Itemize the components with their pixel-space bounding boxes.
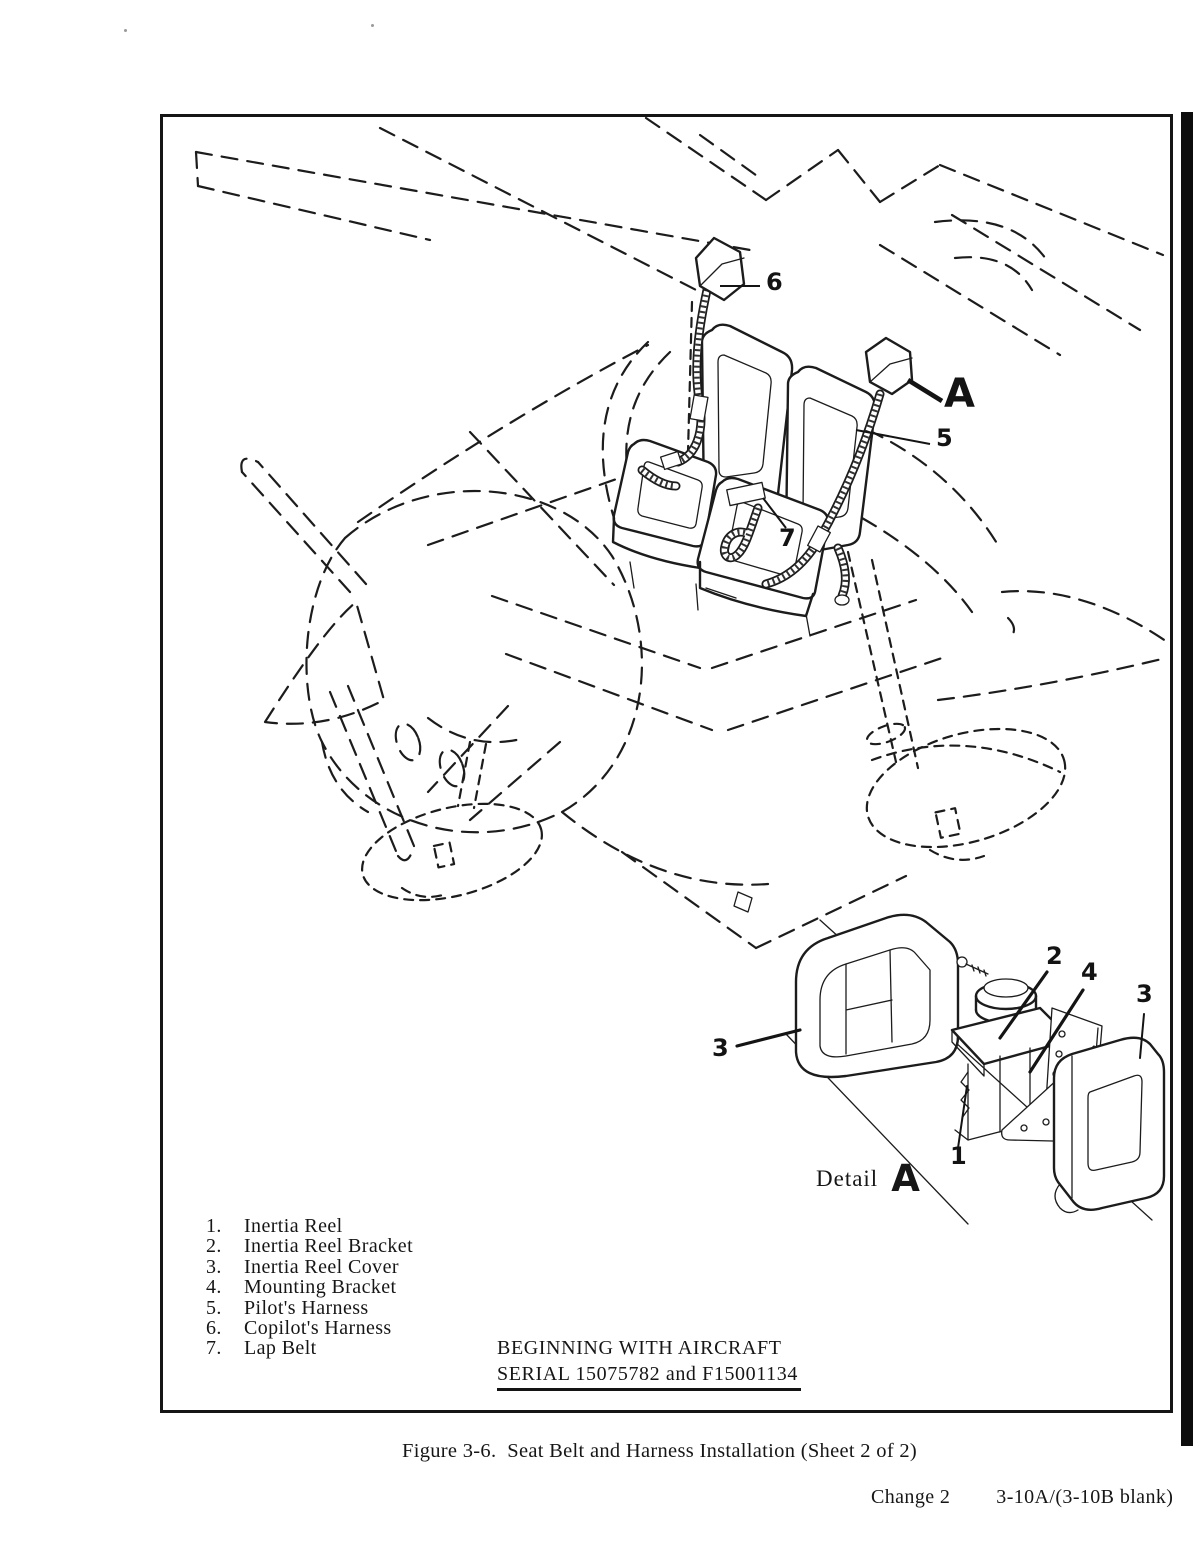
legend-num: 3.	[206, 1255, 222, 1278]
serial-note-line1: BEGINNING WITH AIRCRAFT	[497, 1337, 782, 1359]
callout-inertia-reel-cover-right: 3	[1136, 980, 1153, 1008]
harness-top-fitting	[866, 338, 912, 394]
serial-note-line2: SERIAL 15075782 and F15001134	[497, 1362, 801, 1391]
detail-a-group	[737, 915, 1164, 1224]
footer-change-level: Change 2	[871, 1486, 951, 1508]
legend-label: Copilot's Harness	[244, 1317, 392, 1340]
callout-inertia-reel-cover-left: 3	[712, 1034, 729, 1062]
legend-label: Pilot's Harness	[244, 1296, 369, 1319]
callout-inertia-reel: 1	[950, 1142, 967, 1170]
figure-caption: Figure 3-6. Seat Belt and Harness Installation (Sheet 2 of 2)	[402, 1440, 918, 1462]
legend-label: Lap Belt	[244, 1337, 317, 1360]
callout-detail-view-letter: A	[944, 371, 975, 417]
legend-item	[206, 1236, 413, 1256]
detail-letter: A	[891, 1157, 920, 1200]
legend-item	[206, 1338, 413, 1358]
callout-lap-belt: 7	[779, 524, 796, 552]
legend-item	[206, 1318, 413, 1338]
legend-label: Inertia Reel	[244, 1215, 343, 1237]
inertia-reel-cover-right	[1054, 1038, 1164, 1210]
legend-item	[206, 1277, 413, 1297]
legend-item	[206, 1298, 413, 1318]
legend-item	[206, 1257, 413, 1277]
legend-label: Inertia Reel Cover	[244, 1255, 399, 1278]
legend-label: Mounting Bracket	[244, 1276, 397, 1299]
callout-copilot-harness: 6	[766, 268, 783, 296]
legend-num: 2.	[206, 1235, 222, 1258]
legend-item	[206, 1216, 413, 1236]
callout-inertia-reel-bracket: 2	[1046, 942, 1063, 970]
detail-a-label	[816, 1157, 920, 1200]
legend-label: Inertia Reel Bracket	[244, 1235, 414, 1258]
callout-mounting-bracket: 4	[1081, 958, 1098, 986]
seats-group	[613, 325, 875, 912]
parts-legend	[206, 1216, 413, 1359]
callout-pilot-harness: 5	[936, 424, 953, 452]
serial-applicability-note	[497, 1336, 801, 1391]
legend-num: 4.	[206, 1276, 222, 1299]
footer-page-number: 3-10A/(3-10B blank)	[996, 1486, 1174, 1508]
detail-word: Detail	[816, 1165, 879, 1191]
legend-num: 1.	[206, 1215, 222, 1237]
legend-num: 5.	[206, 1296, 222, 1319]
legend-num: 7.	[206, 1337, 222, 1360]
page-footer	[871, 1486, 1173, 1509]
legend-num: 6.	[206, 1317, 222, 1340]
